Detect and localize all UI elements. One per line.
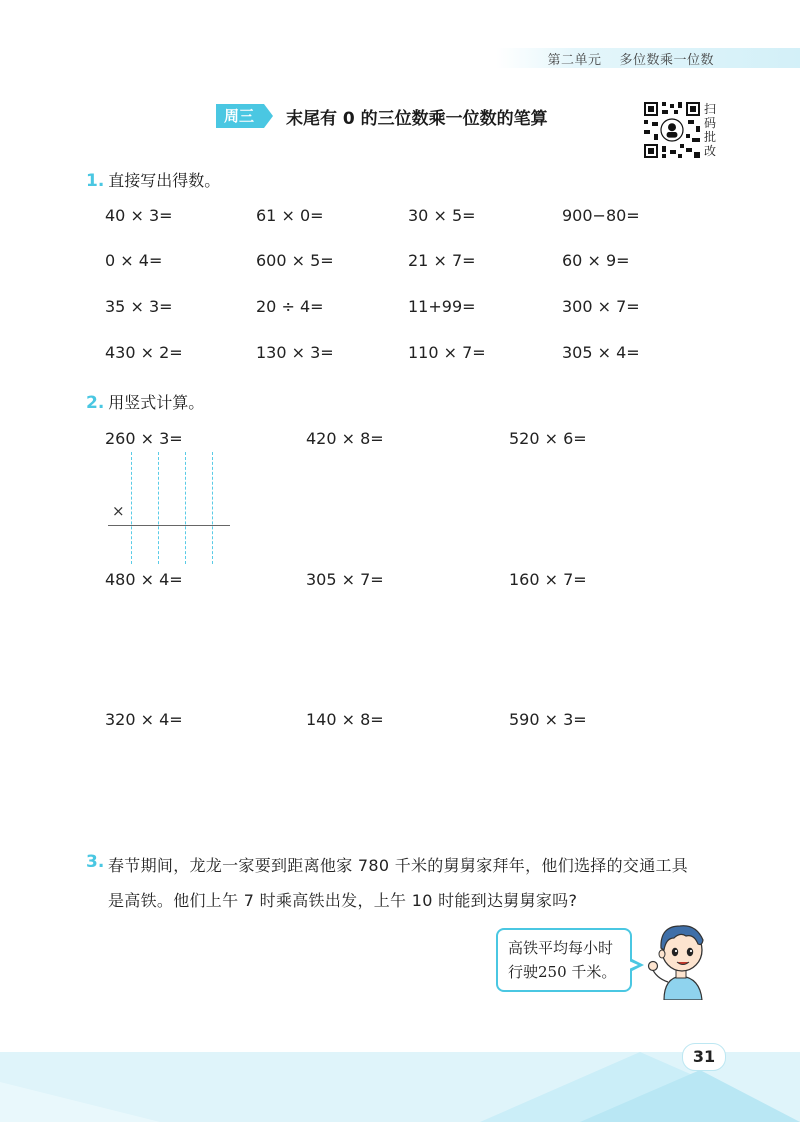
oral-calc-item: 40 × 3= (105, 206, 173, 225)
vertical-calc-item: 420 × 8= (306, 429, 384, 448)
scan-char: 码 (703, 116, 716, 130)
oral-calc-item: 21 × 7= (408, 251, 476, 270)
oral-calc-item: 305 × 4= (562, 343, 640, 362)
lesson-title-bar (216, 104, 548, 128)
section1-heading (86, 168, 220, 191)
multiply-sign: × (112, 502, 125, 520)
running-header (529, 49, 714, 68)
section3-number-wrap (86, 852, 108, 872)
scan-char: 改 (703, 144, 716, 158)
oral-calc-item: 60 × 9= (562, 251, 630, 270)
hint-line: 行驶250 千米。 (508, 963, 617, 981)
unit-label: 第二单元 (547, 53, 602, 68)
column-guide-line (131, 452, 132, 564)
boy-character-illustration (646, 918, 716, 1000)
oral-calc-item: 35 × 3= (105, 297, 173, 316)
section-number: 1. (86, 171, 105, 191)
section-number: 2. (86, 393, 105, 413)
oral-calc-item: 61 × 0= (256, 206, 324, 225)
vertical-calc-item: 590 × 3= (509, 710, 587, 729)
qr-code-icon[interactable] (644, 102, 700, 158)
column-guide-line (185, 452, 186, 564)
section-instruction: 用竖式计算。 (108, 393, 205, 412)
hint-line: 高铁平均每小时 (508, 939, 614, 957)
column-guide-line (158, 452, 159, 564)
section2-heading (86, 390, 204, 413)
oral-calc-item: 110 × 7= (408, 343, 486, 362)
vertical-calc-item: 480 × 4= (105, 570, 183, 589)
section-number: 3. (86, 852, 105, 872)
oral-calc-item: 30 × 5= (408, 206, 476, 225)
calc-underline (108, 525, 230, 526)
scan-char: 批 (703, 130, 716, 144)
day-badge: 周三 (216, 104, 264, 128)
oral-calc-item: 430 × 2= (105, 343, 183, 362)
hint-speech-bubble (496, 928, 632, 992)
page-number: 31 (682, 1043, 726, 1071)
oral-calc-item: 20 ÷ 4= (256, 297, 324, 316)
oral-calc-item: 0 × 4= (105, 251, 163, 270)
vertical-calc-item: 320 × 4= (105, 710, 183, 729)
oral-calc-item: 600 × 5= (256, 251, 334, 270)
section-instruction: 直接写出得数。 (108, 171, 221, 190)
oral-calc-item: 130 × 3= (256, 343, 334, 362)
scan-char: 扫 (703, 102, 716, 116)
vertical-calc-item: 305 × 7= (306, 570, 384, 589)
column-guide-line (212, 452, 213, 564)
scan-to-grade-label (703, 102, 717, 158)
word-problem-line: 春节期间，龙龙一家要到距离他家 780 千米的舅舅家拜年，他们选择的交通工具 (108, 856, 689, 875)
vertical-calc-item: 520 × 6= (509, 429, 587, 448)
vertical-calc-item: 140 × 8= (306, 710, 384, 729)
word-problem-line: 是高铁。他们上午 7 时乘高铁出发，上午 10 时能到达舅舅家吗? (108, 891, 578, 910)
oral-calc-item: 900−80= (562, 206, 640, 225)
vertical-calc-item: 260 × 3= (105, 429, 183, 448)
footer-decoration (0, 1052, 800, 1122)
topic-label: 多位数乘一位数 (619, 53, 714, 68)
oral-calc-item: 300 × 7= (562, 297, 640, 316)
bubble-tail-inner (629, 961, 638, 969)
vertical-calc-item: 160 × 7= (509, 570, 587, 589)
lesson-title: 末尾有 0 的三位数乘一位数的笔算 (286, 108, 548, 129)
oral-calc-item: 11+99= (408, 297, 476, 316)
